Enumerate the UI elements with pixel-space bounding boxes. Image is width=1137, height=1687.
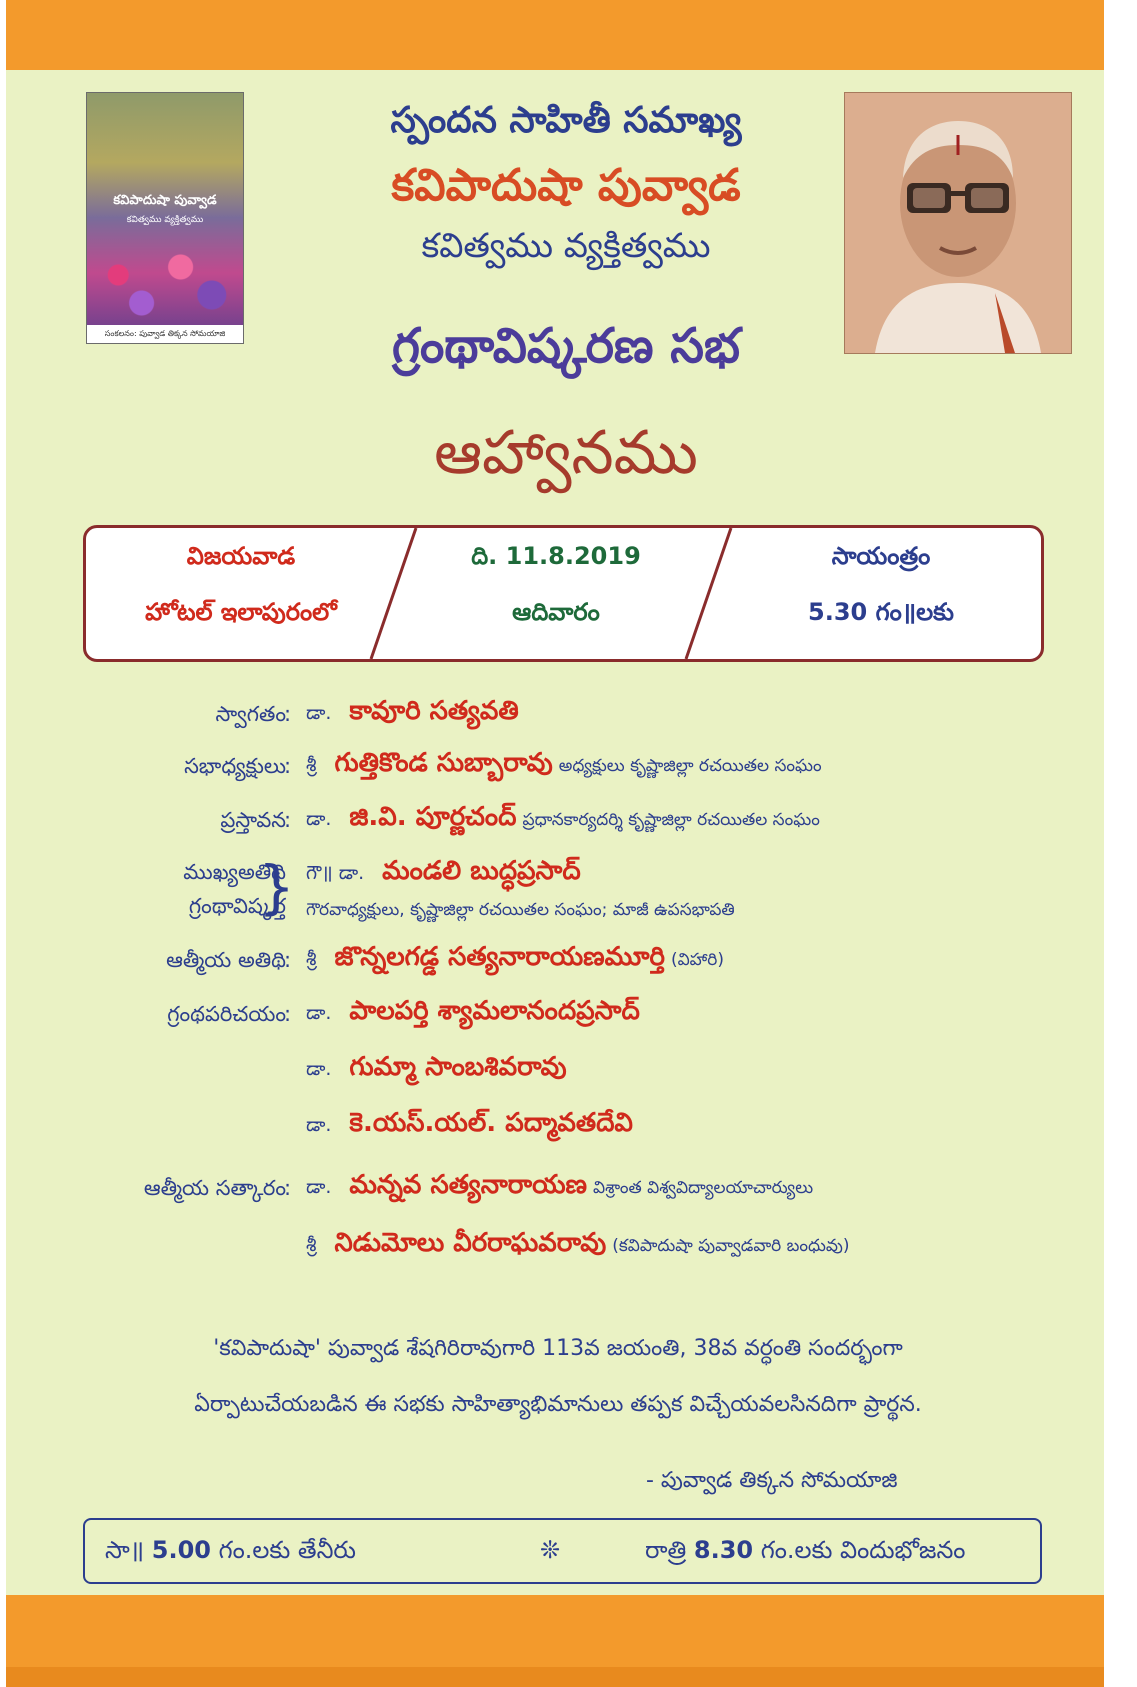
row-name: నిడుమోలు వీరరాఘవరావు bbox=[334, 1228, 607, 1258]
dinner-time: 8.30 bbox=[693, 1536, 754, 1564]
row-name: గుత్తికొండ సుబ్బారావు bbox=[334, 748, 553, 778]
brace-symbol: } bbox=[258, 853, 295, 921]
row-label-felicitation: ఆత్మీయ సత్కారం bbox=[143, 1176, 286, 1200]
row-desc: గౌరవాధ్యక్షులు, కృష్ణాజిల్లా రచయితల సంఘం; మాజీ ఉపసభాపతి bbox=[306, 900, 735, 920]
dinner-prefix: రాత్రి bbox=[645, 1536, 687, 1564]
book-cover-flowers bbox=[87, 243, 243, 323]
program-row-book-intro-1 bbox=[306, 996, 640, 1032]
event-date: ది. 11.8.2019 bbox=[471, 542, 641, 570]
row-name: గుమ్మా సాంబశివరావు bbox=[349, 1052, 567, 1082]
row-name: మండలి బుద్ధప్రసాద్ bbox=[382, 856, 581, 886]
invitation-heading: ఆహ్వానము bbox=[434, 418, 698, 488]
signature: - పువ్వాడ తిక్కన సోమయాజి bbox=[646, 1468, 898, 1493]
program-row-felicitation-2 bbox=[306, 1228, 850, 1264]
row-name: జొన్నలగడ్డ సత్యనారాయణమూర్తి bbox=[334, 942, 665, 972]
program-row-felicitation-1 bbox=[306, 1170, 813, 1206]
book-cover-author: సంకలనం: పువ్వాడ తిక్కన సోమయాజి bbox=[87, 325, 243, 343]
row-name: జి.వి. పూర్ణచంద్ bbox=[349, 802, 517, 832]
tea-prefix: సా॥ bbox=[105, 1536, 145, 1564]
program-row-welcome bbox=[306, 696, 519, 732]
row-desc: అధ్యక్షులు కృష్ణాజిల్లా రచయితల సంఘం bbox=[558, 756, 822, 776]
row-prefix: శ్రీ bbox=[306, 1234, 317, 1256]
portrait-illustration bbox=[845, 93, 1071, 353]
row-prefix: గౌ॥ డా. bbox=[306, 862, 365, 884]
row-label-releaser: గ్రంథావిష్కర్త bbox=[188, 894, 286, 918]
organization-name: స్పందన సాహితీ సమాఖ్య bbox=[390, 100, 742, 141]
tea-info bbox=[105, 1536, 356, 1570]
row-name: మన్నవ సత్యనారాయణ bbox=[349, 1170, 587, 1200]
row-name: పాలపర్తి శ్యామలానందప్రసాద్ bbox=[349, 996, 640, 1026]
row-colon: : bbox=[284, 702, 292, 726]
event-heading: గ్రంథావిష్కరణ సభ bbox=[391, 318, 740, 374]
occasion-line-1: 'కవిపాదుషా' పువ్వాడ శేషగిరిరావుగారి 113వ జయంతి, 38వ వర్ధంతి సందర్భంగా bbox=[213, 1336, 903, 1361]
program-row-intro bbox=[306, 802, 820, 838]
separator-star-icon: ❊ bbox=[540, 1536, 561, 1564]
row-desc: (విహారి) bbox=[670, 950, 724, 970]
venue-city: విజయవాడ bbox=[186, 542, 296, 570]
portrait-photo bbox=[844, 92, 1072, 354]
row-desc: విశ్రాంత విశ్వవిద్యాలయాచార్యులు bbox=[593, 1178, 814, 1198]
program-row-guest bbox=[306, 942, 724, 978]
row-name: కె.యస్.యల్. పద్మావతదేవి bbox=[349, 1108, 633, 1138]
occasion-line-2: ఏర్పాటుచేయబడిన ఈ సభకు సాహిత్యాభిమానులు తప్పక విచ్చేయవలసినదిగా ప్రార్థన. bbox=[194, 1392, 922, 1417]
tea-time: 5.00 bbox=[151, 1536, 211, 1564]
event-time-label: సాయంత్రం bbox=[831, 542, 931, 570]
row-prefix: డా. bbox=[306, 1058, 332, 1080]
bottom-band-shade bbox=[6, 1667, 1104, 1687]
row-prefix: డా. bbox=[306, 808, 332, 830]
tea-suffix: గం.లకు తేనీరు bbox=[218, 1536, 356, 1564]
program-row-chief-guest-desc bbox=[306, 900, 735, 924]
main-subtitle: కవిత్వము వ్యక్తిత్వము bbox=[421, 226, 711, 266]
main-title: కవిపాదుషా పువ్వాడ bbox=[391, 160, 741, 211]
program-row-chief-guest bbox=[306, 856, 581, 892]
row-prefix: శ్రీ bbox=[306, 754, 317, 776]
venue-hotel: హోటల్ ఇలాపురంలో bbox=[145, 598, 337, 626]
row-colon: : bbox=[284, 1002, 292, 1026]
book-cover-image bbox=[86, 92, 244, 344]
event-time: 5.30 గం॥లకు bbox=[808, 598, 954, 626]
program-row-book-intro-3 bbox=[306, 1108, 633, 1144]
row-desc: (కవిపాదుషా పువ్వాడవారి బంధువు) bbox=[612, 1236, 850, 1256]
dinner-info bbox=[645, 1536, 965, 1570]
row-label-president: సభాధ్యక్షులు bbox=[184, 754, 286, 778]
row-colon: : bbox=[284, 808, 292, 832]
program-row-book-intro-2 bbox=[306, 1052, 567, 1088]
row-label-book-intro: గ్రంథపరిచయం bbox=[167, 1002, 286, 1026]
row-label-welcome: స్వాగతం bbox=[215, 702, 286, 726]
row-colon: : bbox=[284, 948, 292, 972]
dinner-suffix: గం.లకు విందుభోజనం bbox=[760, 1536, 966, 1564]
row-colon: : bbox=[284, 754, 292, 778]
book-cover-title: కవిపాదుషా పువ్వాడ bbox=[113, 193, 217, 208]
row-colon: : bbox=[284, 1176, 292, 1200]
bottom-orange-band bbox=[6, 1595, 1104, 1687]
row-label-intro: ప్రస్తావన bbox=[220, 808, 286, 832]
row-label-chief-guest: ముఖ్యఅతిథి bbox=[183, 860, 286, 884]
top-orange-band bbox=[6, 0, 1104, 70]
invitation-card bbox=[6, 0, 1104, 1687]
row-prefix: డా. bbox=[306, 1002, 332, 1024]
event-details-box bbox=[83, 525, 1044, 662]
row-name: కావూరి సత్యవతి bbox=[349, 696, 519, 726]
row-prefix: శ్రీ bbox=[306, 948, 317, 970]
refreshments-box bbox=[83, 1518, 1042, 1584]
row-prefix: డా. bbox=[306, 1114, 332, 1136]
row-prefix: డా. bbox=[306, 1176, 332, 1198]
row-desc: ప్రధానకార్యదర్శి కృష్ణాజిల్లా రచయితల సంఘం bbox=[522, 810, 820, 830]
book-cover-subtitle: కవిత్వము వ్యక్తిత్వము bbox=[126, 215, 204, 225]
row-label-guest: ఆత్మీయ అతిథి bbox=[166, 948, 286, 972]
event-weekday: ఆదివారం bbox=[512, 598, 600, 626]
row-prefix: డా. bbox=[306, 702, 332, 724]
program-row-president bbox=[306, 748, 822, 784]
